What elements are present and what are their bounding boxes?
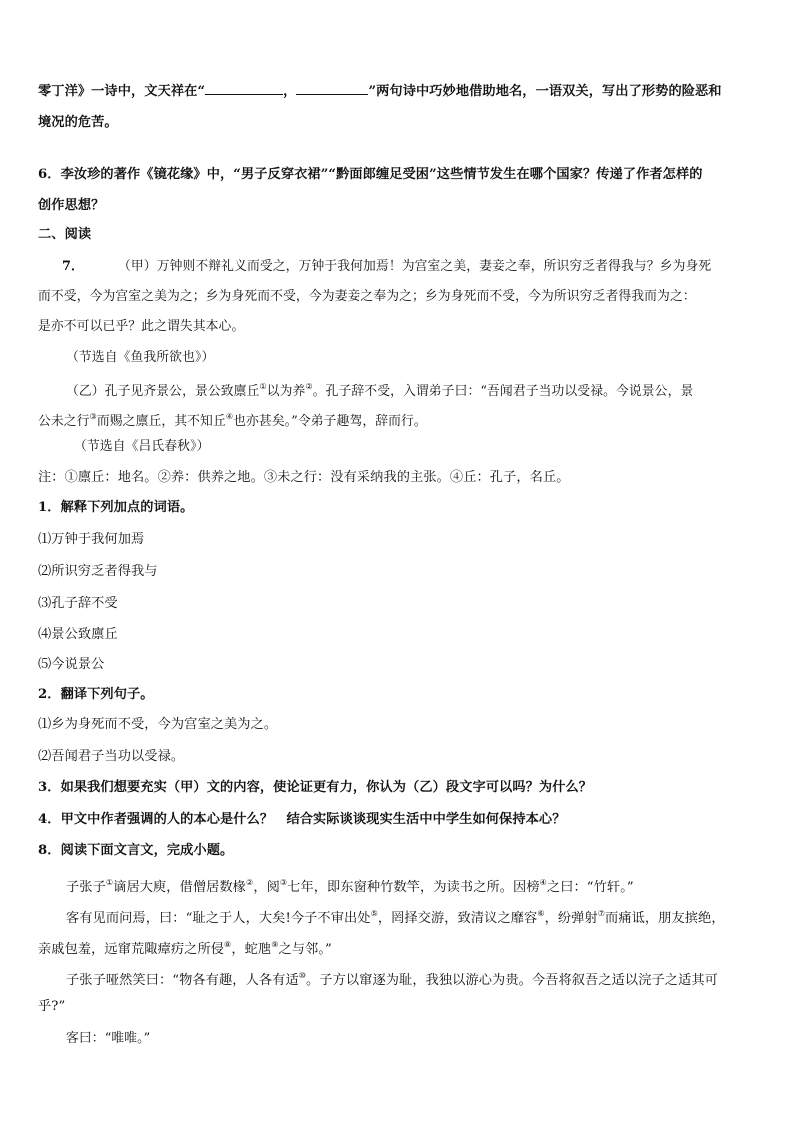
q7-yi-text-c: 。孔子辞不受，入谓弟子曰：“吾闻君子当功以受禄。今说景公，景 [312,384,694,399]
q7-sub1-item-1: ⑴万钟于我何加焉 [38,532,145,547]
q8-p4-text-a: 子张子哑然笑曰：“物各有趣，人各有适 [66,973,299,988]
q7-sub2-prompt: 2．翻译下列句子。 [38,687,154,702]
q5-text-b: ”两句诗中巧妙地借助地名，一语双关，写出了形势的险恶和 [368,84,722,99]
q5-line-1 [38,82,756,101]
q8-para-3 [66,967,756,990]
footnote-marker-q8-4: ④ [539,878,547,887]
q8-p2-text-a: 客有见而问焉，曰：“耻之于人，大矣!今子不审出处 [66,911,371,926]
q8-title: 8．阅读下面文言文，完成小题。 [38,843,234,858]
q8-para-2 [66,905,756,928]
q8-p1-text-b: 谪居大庾，借僧居数椽 [113,880,247,895]
section-heading-reading: 二、阅读 [38,227,92,242]
q7-jia-line-3: 是亦不可以已乎？此之谓失其本心。 [38,319,245,334]
q7-sub2-item-1: ⑴乡为身死而不受，今为宫室之美为之。 [38,717,278,732]
q8-p3-text-c: 之与邻。” [278,942,332,957]
q7-sub1-item-2: ⑵所识穷乏者得我与 [38,564,158,579]
footnote-marker-4: ④ [225,412,234,421]
footnote-marker-1: ① [259,382,267,391]
footnote-marker-q8-9: ⑨ [271,940,279,949]
footnote-marker-q8-5: ⑤ [370,909,378,918]
q8-p4-text-b: 。子方以窜逐为耻，我独以游心为贵。今吾将叙吾之适以浣子之适其可 [306,973,718,988]
q7-yi-text-b: 以为养 [266,384,306,399]
q8-p2-text-d: 而痛诋，朋友摈绝， [605,911,725,926]
q7-yi-text-e: 而赐之廪丘，其不知丘 [96,414,226,429]
q8-p1-text-e: 之曰：“竹轩。” [546,880,634,895]
q7-yi-text-f: 也亦甚矣。”令弟子趣驾，辞而行。 [233,414,427,429]
q7-number: 7． [62,259,84,274]
q7-yi-line-2 [38,408,756,431]
q7-notes: 注：①廪丘：地名。②养：供养之地。③未之行：没有采纳我的主张。④丘：孔子，名丘。 [38,470,570,485]
answer-blank-1[interactable] [205,82,283,95]
q8-p2-text-b: ，罔择交游，致清议之靡容 [377,911,538,926]
q7-yi-line-1 [66,378,756,401]
q7-sub1-item-4: ⑷景公致廪丘 [38,627,118,642]
q7-sub1-prompt: 1．解释下列加点的词语。 [38,500,194,515]
q5-text-a: 零丁洋》一诗中，文天祥在“ [38,84,206,99]
q7-jia-line-2: 而不受，今为宫室之美为之；乡为身死而不受，今为妻妾之奉为之；乡为身死而不受，今为所识穷乏者得我而为之： [38,289,696,304]
q8-p3-text-b: ，蛇虺 [231,942,272,957]
footnote-marker-q8-10: ⑩ [298,971,307,980]
q8-p2-text-c: ，纷弹射 [544,911,598,926]
answer-blank-2[interactable] [296,82,368,95]
q8-para-3-cont: 乎?” [38,999,66,1014]
q7-sub1-item-3: ⑶孔子辞不受 [38,596,118,611]
footnote-marker-q8-3: ③ [279,878,288,887]
q7-jia-text-1: （甲）万钟则不辩礼义而受之，万钟于我何加焉！为宫室之美，妻妾之奉，所识穷乏者得我与？乡为身死 [118,259,712,274]
q8-p1-text-d: 七年，即东窗种竹数竿，为读书之所。因榜 [287,880,540,895]
q7-jia-line-1 [62,258,756,276]
q5-comma: ， [283,84,297,99]
q7-jia-source: （节选自《鱼我所欲也》） [66,350,215,365]
q8-p1-text-a: 子张子 [66,880,106,895]
q7-yi-text-d: 公未之行 [38,414,90,429]
q7-sub1-item-5: ⑸今说景公 [38,657,105,672]
q8-para-1 [66,874,756,897]
q8-para-2-cont [38,936,756,959]
footnote-marker-q8-8: ⑧ [224,940,232,949]
footnote-marker-q8-1: ① [105,878,114,887]
footnote-marker-q8-7: ⑦ [597,909,606,918]
q8-p3-text-a: 亲戚包羞，远窜荒陬瘴疠之所侵 [38,942,225,957]
q7-sub4-prompt: 4．甲文中作者强调的人的本心是什么？ 结合实际谈谈现实生活中中学生如何保持本心？ [38,812,566,827]
footnote-marker-q8-2: ② [246,878,254,887]
q8-p1-text-c: ，阅 [253,880,280,895]
q6-line-2: 创作思想？ [38,198,105,213]
q7-sub2-item-2: ⑵吾闻君子当功以受禄。 [38,749,185,764]
q5-line-2: 境况的危苦。 [38,115,118,130]
q7-yi-source: （节选自《吕氏春秋》） [74,439,210,454]
footnote-marker-q8-6: ⑥ [537,909,545,918]
q8-para-4: 客曰：“唯唯。” [66,1031,151,1046]
footnote-marker-2: ② [305,382,313,391]
q7-yi-text-a: （乙）孔子见齐景公，景公致廪丘 [66,384,260,399]
footnote-marker-3: ③ [89,412,97,421]
q6-line-1: 6．李汝珍的著作《镜花缘》中，“男子反穿衣裙”“黔面郎缠足受困”这些情节发生在哪个国家？传递了作者怎样的 [38,167,703,182]
q7-sub3-prompt: 3．如果我们想要充实（甲）文的内容，使论证更有力，你认为（乙）段文字可以吗？为什么？ [38,780,593,795]
